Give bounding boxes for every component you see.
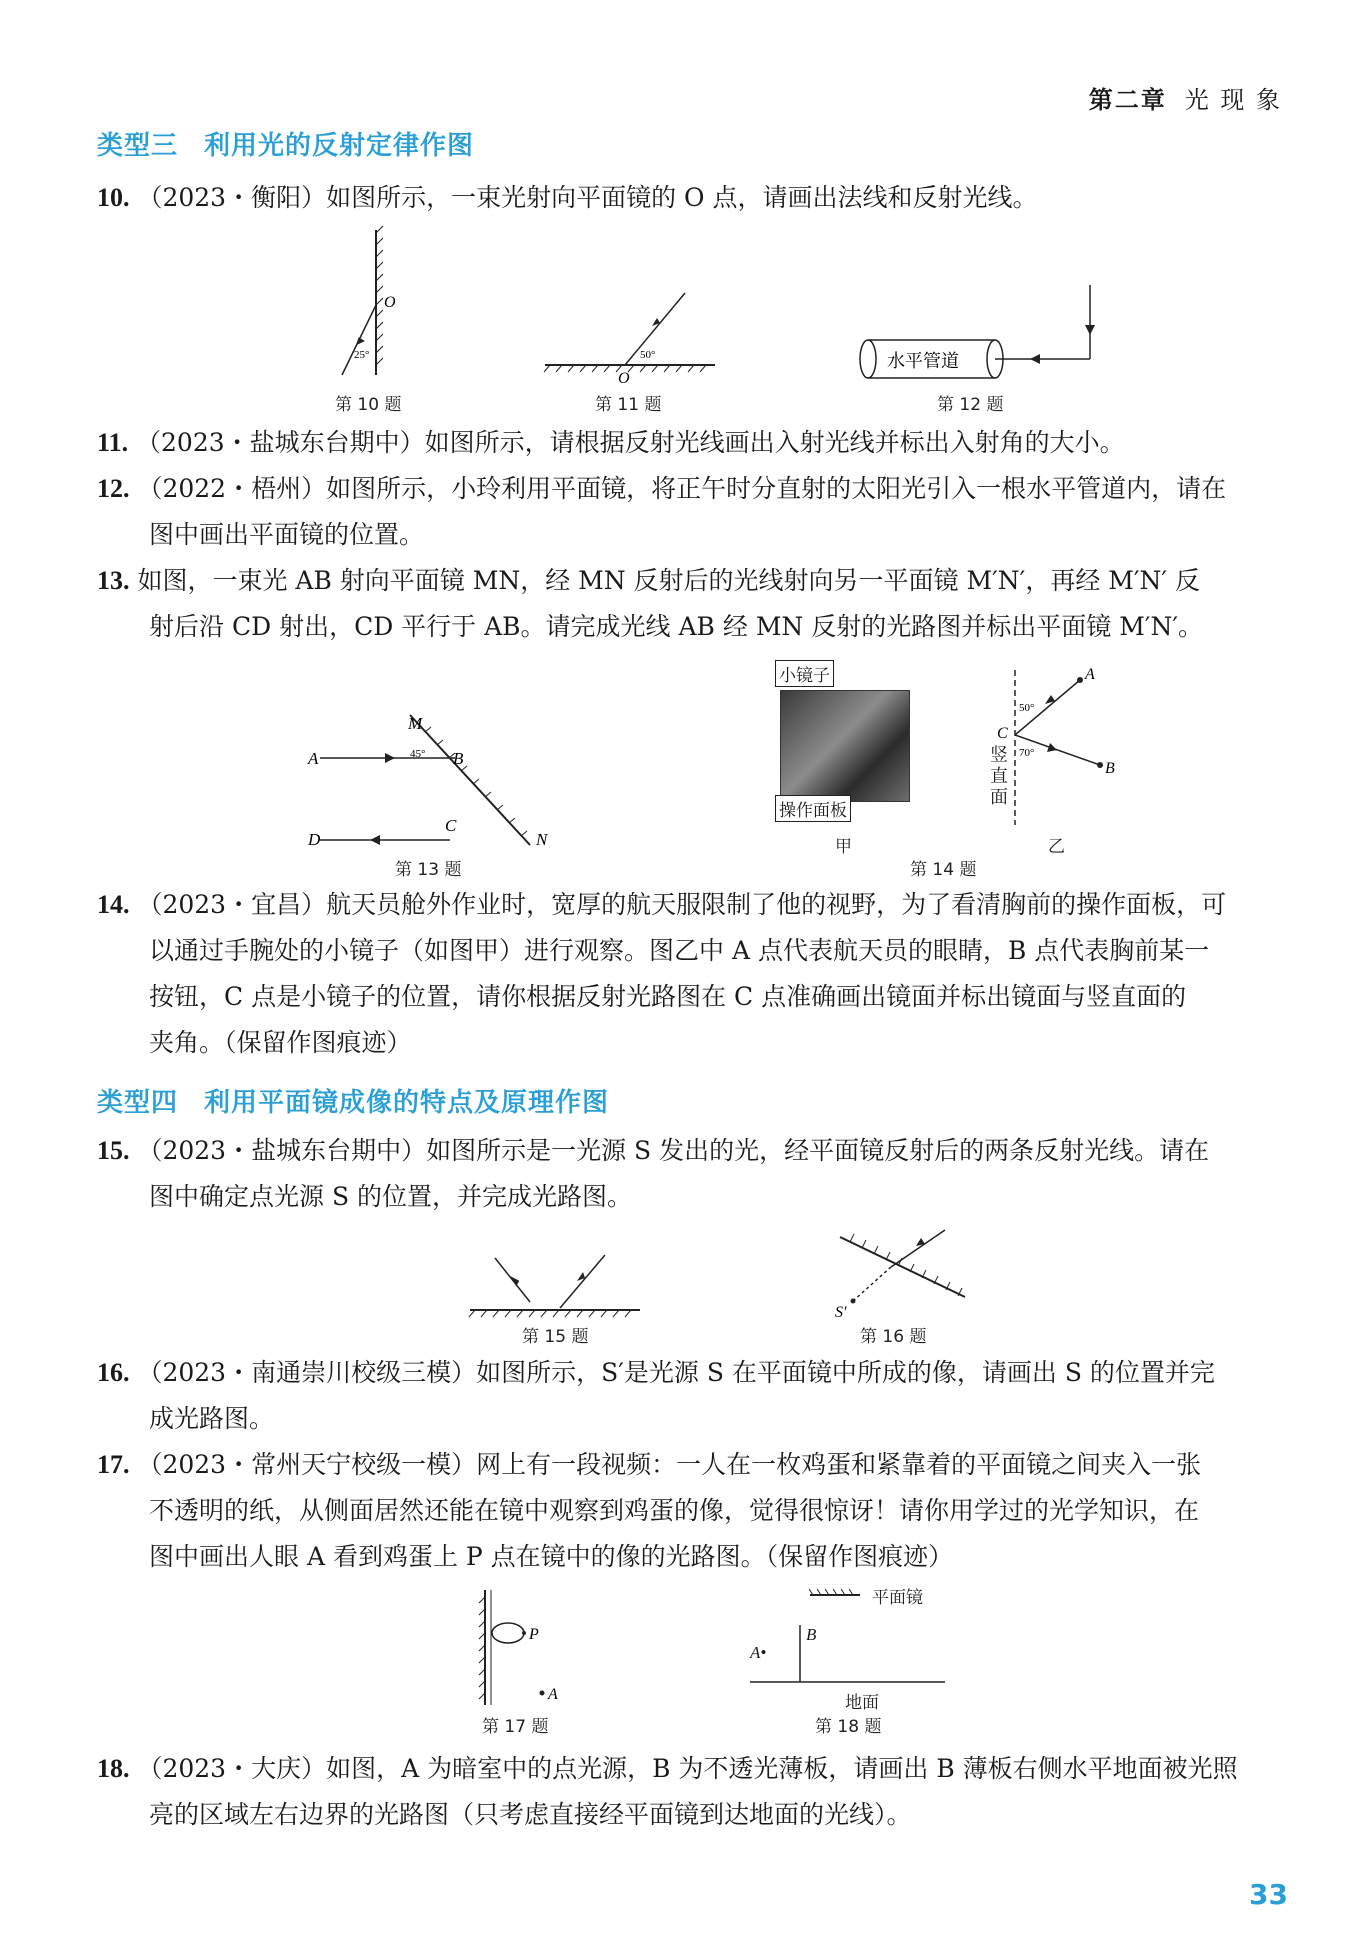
reflected-ray-2 (560, 1255, 605, 1308)
question-text: （2023・盐城东台期中）如图所示，请根据反射光线画出入射光线并标出入射角的大小。 (136, 428, 1125, 457)
point-p (522, 1631, 526, 1635)
figure-16 (825, 1225, 975, 1320)
question-14 (97, 882, 1282, 1066)
figure-12 (850, 280, 1100, 385)
label-a: A (548, 1686, 558, 1703)
question-number: 15. (97, 1136, 130, 1165)
section-title: 利用平面镜成像的特点及原理作图 (204, 1088, 610, 1118)
question-text-line1: （2023・宜昌）航天员舱外作业时，宽厚的航天服限制了他的视野，为了看清胸前的操作面板，可 (137, 890, 1227, 919)
angle-label: 45° (410, 748, 426, 760)
mirror-hatching (425, 727, 527, 836)
angle-label: 50° (640, 349, 656, 361)
chapter-header (1089, 80, 1282, 115)
figure-11 (540, 285, 720, 385)
question-text-line2: 成光路图。 (149, 1404, 275, 1433)
question-10 (97, 175, 1282, 221)
point-b (1097, 762, 1103, 768)
label-n: N (536, 830, 548, 849)
label-a: A (1085, 666, 1095, 683)
ray-arrow (1030, 354, 1040, 364)
label-c: C (445, 816, 457, 835)
label-c: C (997, 725, 1008, 742)
question-number: 18. (97, 1754, 130, 1783)
point-o-label: O (384, 294, 396, 311)
question-text-line1: （2023・南通崇川校级三模）如图所示，S′是光源 S 在平面镜中所成的像，请画出 S 的位置并完 (137, 1358, 1215, 1387)
figure-17-caption: 第 17 题 (482, 1717, 549, 1737)
question-text-line3: 图中画出人眼 A 看到鸡蛋上 P 点在镜中的像的光路图。（保留作图痕迹） (149, 1542, 954, 1571)
ray-arrow (353, 336, 365, 346)
question-11 (97, 420, 1282, 466)
question-number: 16. (97, 1358, 130, 1387)
mirror-hatching (469, 1310, 631, 1317)
question-text-line2: 不透明的纸，从侧面居然还能在镜中观察到鸡蛋的像，觉得很惊讶！请你用学过的光学知识，在 (149, 1496, 1200, 1525)
question-15 (97, 1128, 1282, 1220)
egg (492, 1623, 524, 1643)
page-number: 33 (1249, 1878, 1288, 1911)
point-o-label: O (618, 370, 630, 385)
angle-50: 50° (1019, 702, 1035, 714)
control-panel-tag: 操作面板 (775, 795, 851, 822)
section-heading-4 (97, 1082, 609, 1119)
section-title: 利用光的反射定律作图 (204, 131, 475, 161)
question-16 (97, 1350, 1282, 1442)
image-label: S′ (835, 1304, 847, 1320)
angle-label: 25° (354, 349, 370, 361)
question-text-line2: 图中确定点光源 S 的位置，并完成光路图。 (149, 1182, 633, 1211)
question-number: 14. (97, 890, 130, 919)
question-text-line2: 图中画出平面镜的位置。 (149, 520, 425, 549)
figure-15 (465, 1250, 645, 1320)
figure-14-caption: 第 14 题 (910, 860, 977, 880)
ground-label: 地面 (845, 1693, 879, 1713)
sunlight-arrow (1085, 325, 1095, 335)
question-text-line2: 以通过手腕处的小镜子（如图甲）进行观察。图乙中 A 点代表航天员的眼睛，B 点代表胸前某一 (149, 936, 1210, 965)
question-text-line4: 夹角。（保留作图痕迹） (149, 1028, 412, 1057)
question-number: 13. (97, 566, 130, 595)
label-m: M (408, 714, 423, 733)
astronaut-photo (780, 690, 910, 802)
vertical-plane-label: 竖直面 (990, 745, 1008, 808)
question-18 (97, 1746, 1282, 1838)
label-b: B (453, 749, 464, 768)
mirror-line (840, 1237, 965, 1297)
question-text-line2: 射后沿 CD 射出，CD 平行于 AB。请完成光线 AB 经 MN 反射的光路图并标出平面镜 M′N′。 (149, 612, 1204, 641)
mirror-hatching (376, 226, 383, 365)
figure-10-caption: 第 10 题 (335, 395, 402, 415)
question-text-line1: 如图，一束光 AB 射向平面镜 MN，经 MN 反射后的光线射向另一平面镜 M′N′，再经 M′N′ 反 (137, 566, 1201, 595)
question-number: 12. (97, 474, 130, 503)
angle-70: 70° (1019, 747, 1035, 759)
section-name: 类型三 (97, 131, 179, 161)
figure-17 (470, 1585, 580, 1710)
label-d: D (308, 830, 321, 849)
section-name: 类型四 (97, 1088, 179, 1118)
figure-12-caption: 第 12 题 (937, 395, 1004, 415)
chapter-topic: 光 现 象 (1184, 86, 1282, 114)
board-b-label: B (806, 1625, 817, 1644)
question-text-line3: 按钮，C 点是小镜子的位置，请你根据反射光路图在 C 点准确画出镜面并标出镜面与竖直面的 (149, 982, 1187, 1011)
ray-cd-arrow (370, 835, 380, 845)
label-b: B (1105, 760, 1115, 777)
figure-18-caption: 第 18 题 (815, 1717, 882, 1737)
figure-14-sub-a: 甲 (835, 837, 852, 857)
ray-to-b-arrow (1047, 743, 1057, 752)
question-text: （2023・衡阳）如图所示，一束光射向平面镜的 O 点，请画出法线和反射光线。 (137, 183, 1038, 212)
figure-13-caption: 第 13 题 (395, 860, 462, 880)
figure-11-caption: 第 11 题 (595, 395, 662, 415)
image-point (851, 1299, 856, 1304)
question-text-line1: （2022・梧州）如图所示，小玲利用平面镜，将正午时分直射的太阳光引入一根水平管道内，请在 (137, 474, 1227, 503)
chapter-number: 第二章 (1088, 86, 1167, 114)
figure-14-sub-b: 乙 (1048, 837, 1065, 857)
question-text-line1: （2023・大庆）如图，A 为暗室中的点光源，B 为不透光薄板，请画出 B 薄板右侧水平地面被光照 (137, 1754, 1238, 1783)
small-mirror-tag: 小镜子 (775, 660, 834, 687)
virtual-ray (853, 1267, 891, 1301)
point-a (1077, 677, 1083, 683)
question-number: 17. (97, 1450, 130, 1479)
question-number: 10. (97, 183, 130, 212)
reflected-ray (891, 1230, 945, 1267)
ray-ab-arrow (385, 753, 395, 763)
question-13 (97, 558, 1282, 650)
section-heading-3 (97, 125, 474, 162)
question-text-line1: （2023・盐城东台期中）如图所示是一光源 S 发出的光，经平面镜反射后的两条反射光线。请在 (137, 1136, 1210, 1165)
figure-13 (300, 705, 570, 855)
label-p: P (529, 1626, 539, 1643)
mirror-label: 平面镜 (872, 1588, 923, 1608)
question-17 (97, 1442, 1282, 1580)
mirror-mn (410, 715, 530, 845)
figure-15-caption: 第 15 题 (522, 1327, 589, 1347)
figure-18 (745, 1620, 955, 1695)
question-number: 11. (97, 428, 129, 457)
question-12 (97, 466, 1282, 558)
point-a (540, 1691, 545, 1696)
label-a: A (308, 749, 319, 768)
question-text-line1: （2023・常州天宁校级一模）网上有一段视频：一人在一枚鸡蛋和紧靠着的平面镜之间夹入一张 (137, 1450, 1202, 1479)
pipe-label: 水平管道 (887, 351, 959, 372)
pipe-left-end (860, 340, 876, 378)
point-a-label: A• (750, 1643, 767, 1662)
figure-16-caption: 第 16 题 (860, 1327, 927, 1347)
figure-10 (320, 225, 430, 380)
question-text-line2: 亮的区域左右边界的光路图（只考虑直接经平面镜到达地面的光线）。 (149, 1800, 912, 1829)
